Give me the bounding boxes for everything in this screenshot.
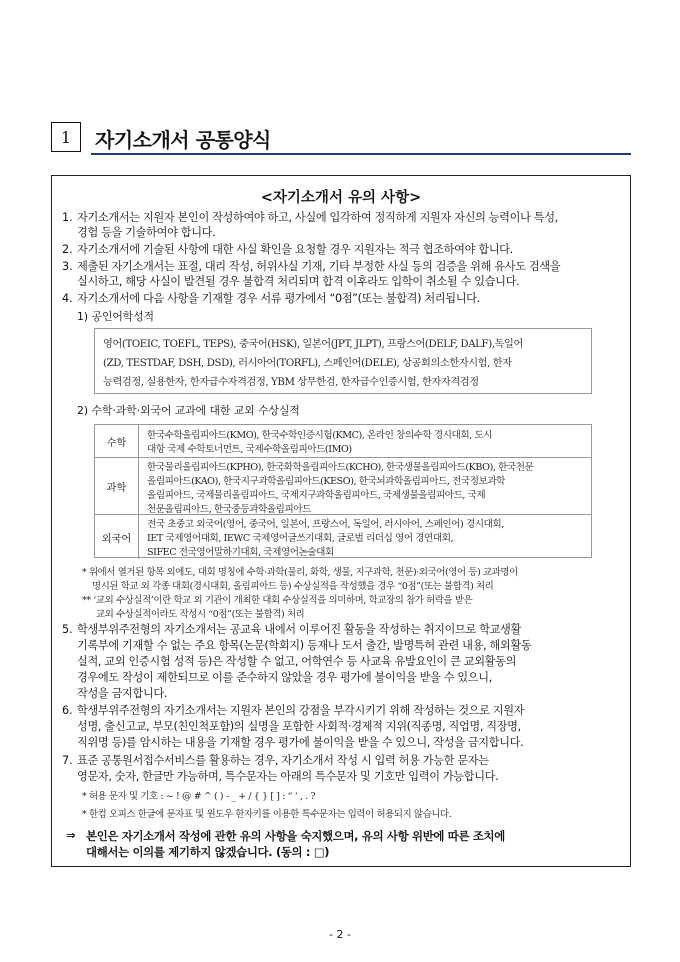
agreement-arrow: ⇒ [66,828,76,842]
item-number: 1. [62,211,73,224]
footnote-line: 명시된 학교 외 각종 대회(경시대회, 올림피아드 등) 수상실적을 작성했을 경우 “0점”(또는 불합격) 처리 [92,581,494,592]
item-number: 6. [62,704,73,717]
footnote-line: ** ‘교외 수상실적’이란 학교 외 기관이 개최한 대회 수상실적을 의미하며, 학교장의 참가 허락을 받은 [82,595,473,606]
item-line: 학생부위주전형의 자기소개서는 지원자 본인의 강점을 부각시키기 위해 작성하는 것으로 지원자 [77,704,525,717]
item-line: 학생부위주전형의 자기소개서는 공교육 내에서 이루어진 활동을 작성하는 취지이므로 학교생활 [77,623,521,636]
award-line: 천문올림피아드, 한국중등과학올림피아드 [147,504,311,515]
award-row [95,457,591,515]
award-line: 대항 국제 수학토너먼트, 국제수학올림피아드(IMO) [147,444,352,455]
language-test-line: 영어(TOEIC, TOEFL, TEPS), 중국어(HSK), 일본어(JPT, JLPT), 프랑스어(DELF, DALF),독일어 [103,339,523,350]
award-row [95,425,591,457]
item-line: 성명, 출신고교, 부모(친인척포함)의 실명을 포함한 사회적·경제적 지위(직종명, 직업명, 직장명, [77,720,521,733]
footnote-line: 교외 수상실적이라도 작성시 “0점”(또는 불합격) 처리 [96,609,305,620]
item-line: 표준 공통원서접수서비스를 활용하는 경우, 자기소개서 작성 시 입력 허용 가능한 문자는 [77,754,489,767]
award-category: 수학 [95,425,139,457]
award-line: SIFEC 전국영어말하기대회, 국제영어논술대회 [147,547,334,558]
item-line: 경우에도 작성이 제한되므로 이를 준수하지 않았을 경우 평가에 불이익을 받을 수 있으니, [77,671,492,684]
subsection-title: 1) 공인어학성적 [77,310,155,323]
award-line: 전국 초중고 외국어(영어, 중국어, 일본어, 프랑스어, 독일어, 러시아어, 스페인어) 경시대회, [147,519,504,530]
section-header [51,122,631,158]
award-line: 한국수학올림피아드(KMO), 한국수학인증시험(KMC), 온라인 창의수학 경시대회, 도시 [147,430,492,441]
award-line: 올림피아드(KAO), 한국지구과학올림피아드(KESO), 한국뇌과학올림피아드, 전국정보과학 [147,476,505,487]
agreement-line[interactable]: 대해서는 이의를 제기하지 않겠습니다. (동의 : □) [86,845,330,859]
item-number: 2. [62,243,73,256]
special-character-note: * 한컴 오피스 한글에 문자표 및 윈도우 한자키를 이용한 특수문자는 입력이 허용되지 않습니다. [82,809,452,820]
item-line: 자기소개서에 다음 사항을 기재할 경우 서류 평가에서 “0점”(또는 불합격) 처리됩니다. [77,292,480,305]
language-test-line: 능력검정, 실용한자, 한자급수자격검정, YBM 상무한검, 한자급수인증시험, 한자자격검정 [103,377,479,388]
item-line: 제출된 자기소개서는 표절, 대리 작성, 허위사실 기재, 기타 부정한 사실 등의 검증을 위해 유사도 검색을 [77,260,561,273]
award-line: IET 국제영어대회, IEWC 국제영어글쓰기대회, 글로벌 리더십 영어 경연대회, [147,533,454,544]
item-number: 4. [62,292,73,305]
item-line: 실시하고, 해당 사실이 발견될 경우 불합격 처리되며 합격 이후라도 입학이 취소될 수 있습니다. [77,275,520,288]
item-line: 영문자, 숫자, 한글만 가능하며, 특수문자는 아래의 특수문자 및 기호만 입력이 가능합니다. [77,770,499,783]
item-number: 3. [62,260,73,273]
language-test-line: (ZD, TESTDAF, DSH, DSD), 러시아어(TORFL), 스페인어(DELE), 상공회의소한자시험, 한자 [103,358,512,369]
agreement-line: 본인은 자기소개서 작성에 관한 유의 사항을 숙지했으며, 유의 사항 위반에 따른 조치에 [86,829,505,843]
notice-box [51,175,631,867]
award-table [94,424,592,558]
section-title: 자기소개서 공통양식 [95,128,271,152]
item-line: 직위명 등)를 암시하는 내용을 기재할 경우 평가에 불이익을 받을 수 있으니, 작성을 금지합니다. [77,736,524,749]
item-line: 실적, 교외 인증시험 성적 등)은 작성할 수 없고, 어학연수 등 사교육 유발요인이 큰 교외활동의 [77,655,517,668]
section-underline [91,153,631,155]
award-row [95,514,591,559]
item-line: 경험 등을 기술하여야 합니다. [77,226,216,239]
item-number: 5. [62,623,73,636]
item-line: 자기소개서는 지원자 본인이 작성하여야 하고, 사실에 입각하여 정직하게 지원자 자신의 능력이나 특성, [77,211,558,224]
allowed-characters-note: * 허용 문자 및 기호 : ~ ! @ # ^ ( ) - _ + / { } [ ] : “ ‘ , . ? [82,791,316,802]
award-line: 올림피아드, 국제물리올림피아드, 국제지구과학올림피아드, 국제생물올림피아드, 국제 [147,490,486,501]
page-number: - 2 - [329,928,351,941]
item-line: 작성을 금지합니다. [77,687,168,700]
footnote-line: * 위에서 열거된 항목 외에도, 대회 명칭에 수학·과학(물리, 화학, 생물, 지구과학, 천문)·외국어(영어 등) 교과명이 [82,567,518,578]
award-category: 과학 [95,458,139,515]
item-number: 7. [62,754,73,767]
item-line: 기록부에 기재할 수 없는 주요 항목(논문(학회지) 등재나 도서 출간, 발명특허 관련 내용, 해외활동 [77,639,532,652]
subsection-title: 2) 수학·과학·외국어 교과에 대한 교외 수상실적 [77,404,300,417]
award-category: 외국어 [95,515,139,559]
notice-title: <자기소개서 유의 사항> [260,189,422,206]
section-number: 1 [51,122,81,152]
language-test-box [94,328,592,394]
award-line: 한국물리올림피아드(KPHO), 한국화학올림피아드(KCHO), 한국생물올림피아드(KBO), 한국천문 [147,462,534,473]
item-line: 자기소개서에 기술된 사항에 대한 사실 확인을 요청할 경우 지원자는 적극 협조하여야 합니다. [77,243,513,256]
